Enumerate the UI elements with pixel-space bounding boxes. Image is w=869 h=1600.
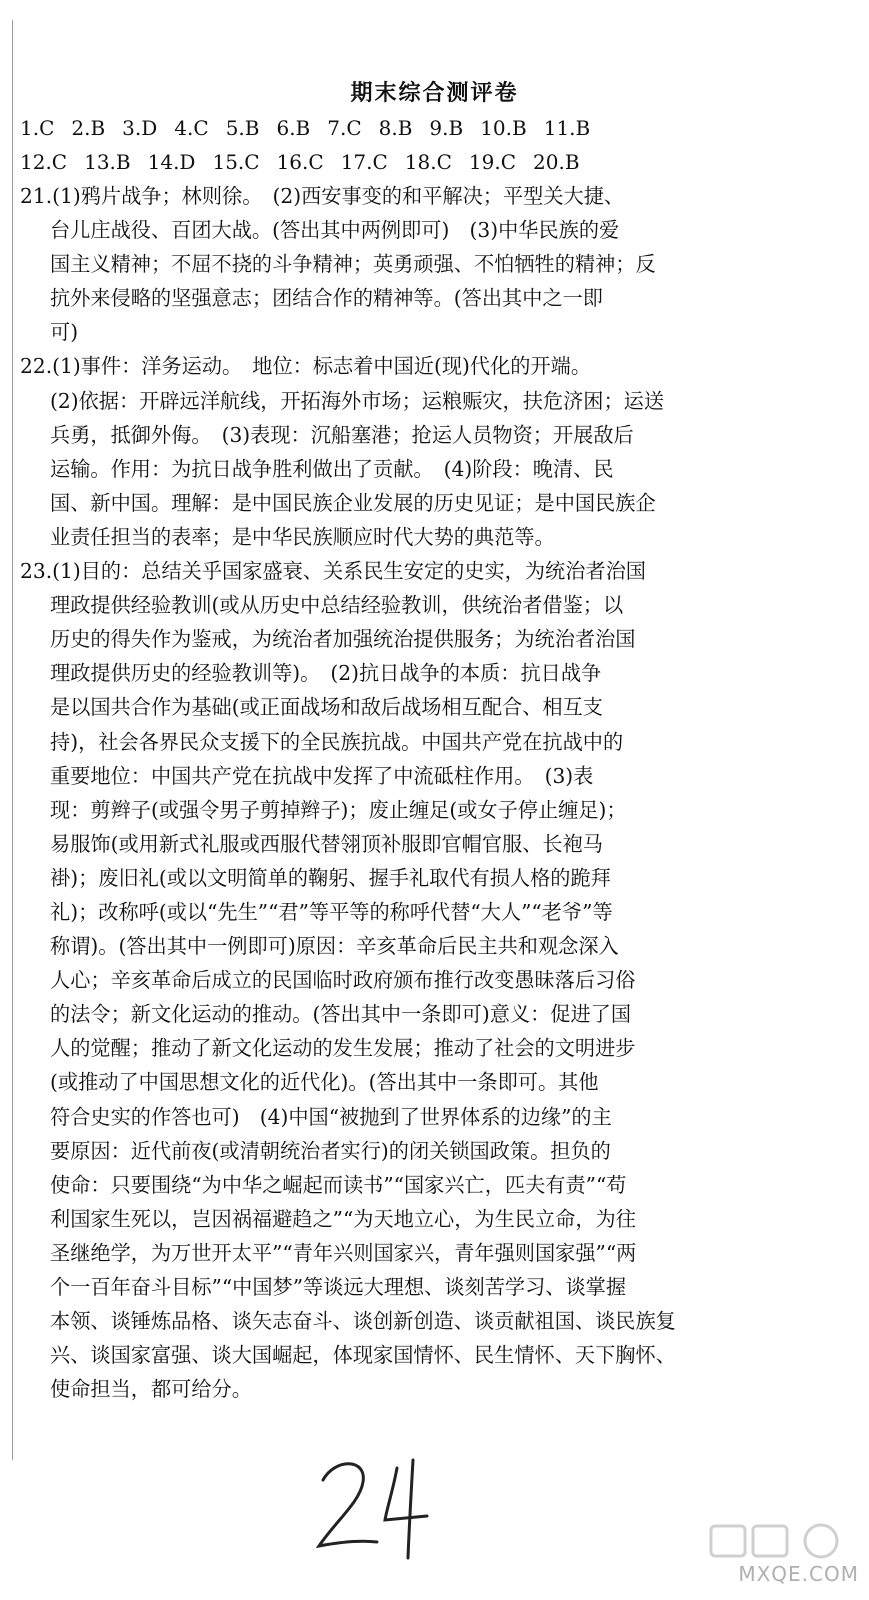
answer-line: 业责任担当的表率；是中华民族顺应时代大势的典范等。 [50,524,555,549]
choice-answer-item: 18.C [404,150,452,174]
answer-line: 本领、谈锤炼品格、谈矢志奋斗、谈创新创造、谈贡献祖国、谈民族复 [50,1309,676,1334]
answer-line: 历史的得失作为鉴戒，为统治者加强统治提供服务；为统治者治国 [50,627,636,652]
watermark-text: MXQE.COM [738,1562,859,1586]
choice-answer-item: 17.C [340,150,388,174]
answer-line: 称谓)。(答出其中一例即可)原因：辛亥革命后民主共和观念深入 [50,934,619,959]
answer-line: 褂)；废旧礼(或以文明简单的鞠躬、握手礼取代有损人格的跪拜 [50,865,611,890]
answer-line: (2)依据：开辟远洋航线，开拓海外市场；运粮赈灾，扶危济困；运送 [50,388,665,413]
answer-line: 国、新中国。理解：是中国民族企业发展的历史见证；是中国民族企 [50,490,656,515]
choice-answer-item: 2.B [71,116,106,140]
answer-line: 22.(1)事件：洋务运动。 地位：标志着中国近(现)代化的开端。 [20,354,592,379]
choice-answer-item: 16.C [276,150,324,174]
answer-body [20,179,840,1406]
answer-line: 易服饰(或用新式礼服或西服代替翎顶补服即官帽官服、长袍马 [50,831,603,856]
answer-line: 兴、谈国家富强、谈大国崛起，体现家国情怀、民生情怀、天下胸怀、 [50,1343,676,1368]
choice-answer-item: 8.B [378,116,413,140]
answer-line: (或推动了中国思想文化的近代化)。(答出其中一条即可。其他 [50,1070,599,1095]
answer-line: 圣继绝学，为万世开太平”“青年兴则国家兴，青年强则国家强”“两 [50,1240,637,1265]
page-title: 期末综合测评卷 [350,81,519,106]
choice-answer-item: 13.B [84,150,131,174]
answer-line: 21.(1)鸦片战争；林则徐。 (2)西安事变的和平解决；平型关大捷、 [20,184,625,208]
answer-line: 抗外来侵略的坚强意志；团结合作的精神等。(答出其中之一即 [50,286,603,311]
choice-answer-item: 19.C [468,150,517,174]
choice-answer-item: 15.C [212,150,260,174]
choice-answer-item: 10.B [480,116,527,140]
answer-line: 理政提供经验教训(或从历史中总结经验教训，供统治者借鉴；以 [50,593,624,618]
choice-answer-item: 20.B [533,150,580,174]
answer-line: 运输。作用：为抗日战争胜利做出了贡献。 (4)阶段：晚清、民 [50,456,614,481]
choice-answers-row-2 [20,150,597,174]
answer-line: 兵勇，抵御外侮。 (3)表现：沉船塞港；抢运人员物资；开展敌后 [50,422,634,447]
answer-line: 要原因：近代前夜(或清朝统治者实行)的闭关锁国政策。担负的 [50,1138,611,1163]
choice-answer-item: 12.C [20,150,68,174]
choice-answer-item: 5.B [225,116,260,140]
answer-line: 符合史实的作答也可) (4)中国“被抛到了世界体系的边缘”的主 [50,1104,612,1129]
answer-line: 礼)；改称呼(或以“先生”“君”等平等的称呼代替“大人”“老爷”等 [50,899,613,924]
choice-answer-item: 11.B [543,116,591,140]
answer-line: 23.(1)目的：总结关乎国家盛衰、关系民生安定的史实，为统治者治国 [20,559,646,584]
choice-answer-item: 14.D [147,150,196,174]
answer-line: 理政提供历史的经验教训等)。 (2)抗日战争的本质：抗日战争 [50,661,602,686]
handwritten-page-number [305,1450,435,1560]
answer-line: 人心；辛亥革命后成立的民国临时政府颁布推行改变愚昧落后习俗 [50,968,636,993]
left-margin-line [12,20,13,1460]
choice-answer-item: 7.C [327,116,362,140]
answer-line: 现：剪辫子(或强令男子剪掉辫子)；废止缠足(或女子停止缠足)； [50,797,627,822]
answer-line: 台儿庄战役、百团大战。(答出其中两例即可) (3)中华民族的爱 [50,218,620,243]
answer-line: 人的觉醒；推动了新文化运动的发生发展；推动了社会的文明进步 [50,1036,636,1061]
choice-answer-item: 9.B [429,116,464,140]
choice-answer-item: 3.D [122,116,158,140]
answer-line: 国主义精神；不屈不挠的斗争精神；英勇顽强、不怕牺牲的精神；反 [50,252,656,277]
answer-line: 利国家生死以，岂因祸福避趋之”“为天地立心，为生民立命，为往 [50,1206,636,1231]
answer-line: 是以国共合作为基础(或正面战场和敌后战场相互配合、相互支 [50,695,603,720]
choice-answer-item: 1.C [20,116,55,140]
choice-answer-item: 4.C [174,116,209,140]
choice-answers-row-1 [20,116,607,140]
answer-line: 持)，社会各界民众支援下的全民族抗战。中国共产党在抗战中的 [50,729,624,754]
answer-line: 重要地位：中国共产党在抗战中发挥了中流砥柱作用。 (3)表 [50,763,594,788]
answer-line: 可) [50,320,79,345]
answer-line: 使命担当，都可给分。 [50,1377,252,1402]
choice-answer-item: 6.B [276,116,311,140]
answer-line: 的法令；新文化运动的推动。(答出其中一条即可)意义：促进了国 [50,1002,632,1027]
answer-line: 使命：只要围绕“为中华之崛起而读书”“国家兴亡，匹夫有责”“苟 [50,1172,627,1197]
answer-line: 个一百年奋斗目标”“中国梦”等谈远大理想、谈刻苦学习、谈掌握 [50,1275,627,1299]
